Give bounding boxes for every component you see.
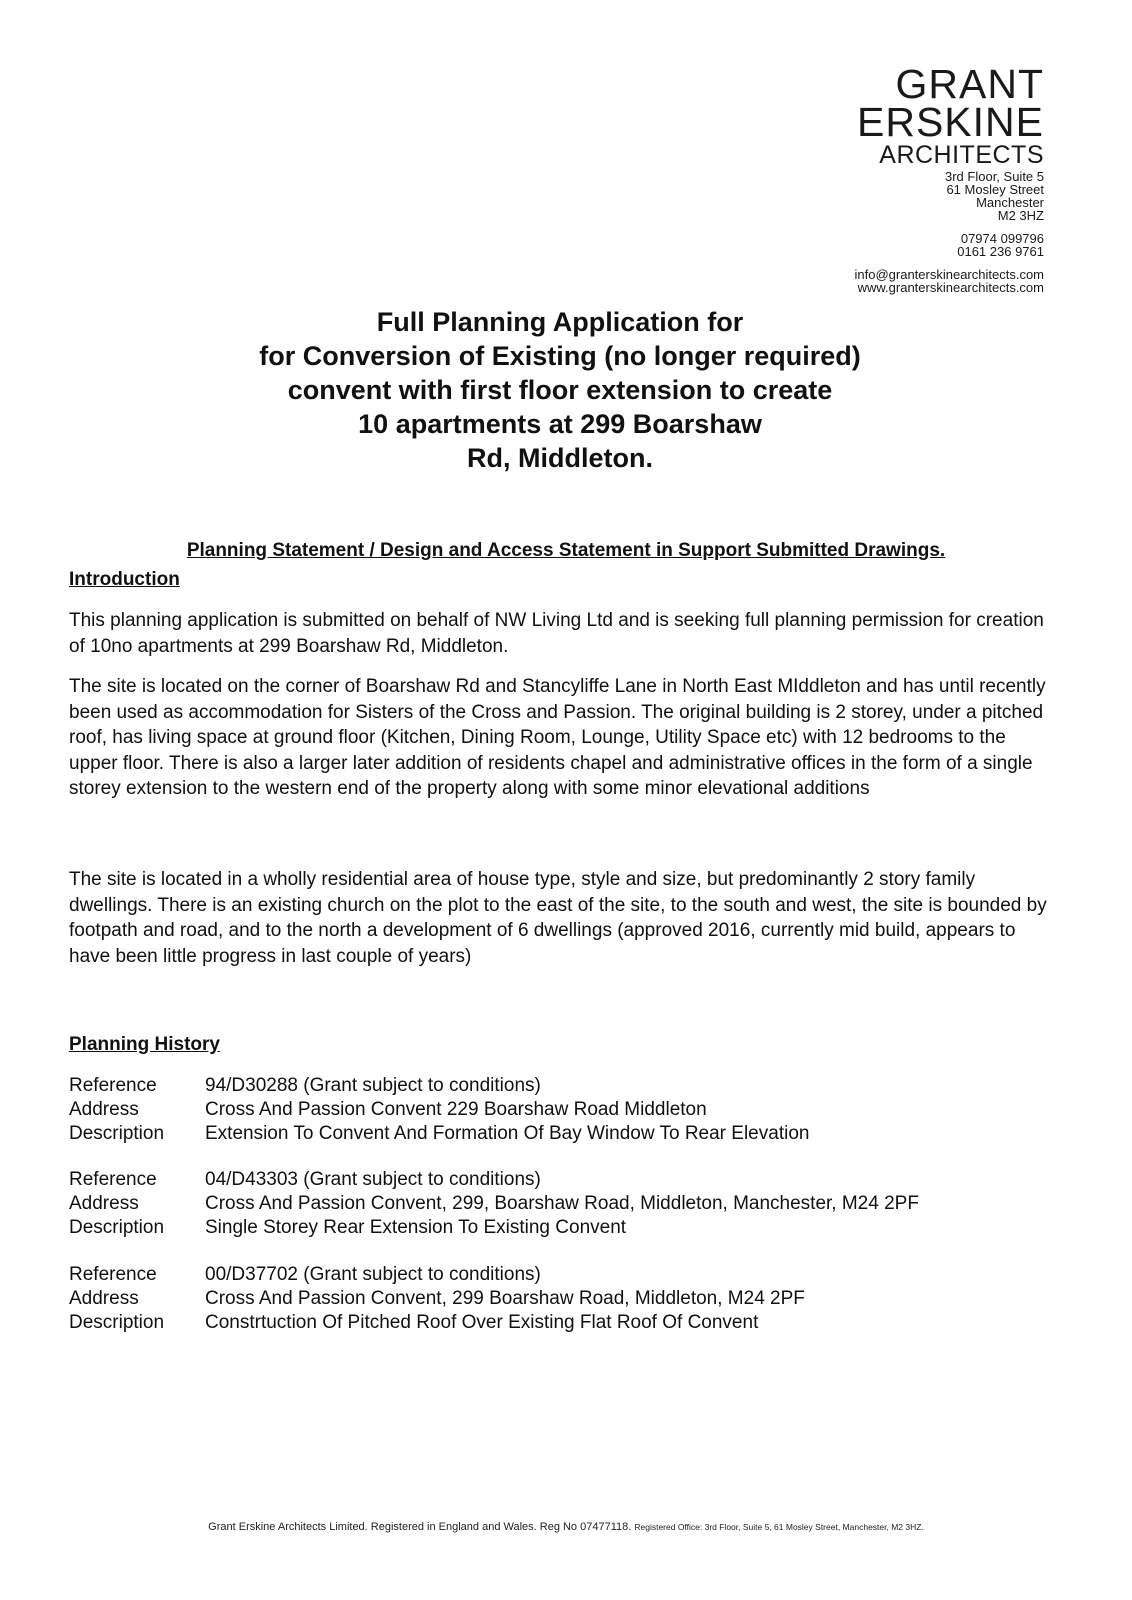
title-line: Full Planning Application for	[376, 307, 744, 337]
history-entry	[69, 1263, 805, 1335]
reference-value: 94/D30288 (Grant subject to conditions)	[205, 1075, 541, 1096]
address-value: Cross And Passion Convent, 299, Boarshaw Road, Middleton, Manchester, M24 2PF	[205, 1193, 919, 1214]
address-value: Cross And Passion Convent, 299 Boarshaw Road, Middleton, M24 2PF	[205, 1288, 805, 1309]
description-label: Description	[69, 1123, 165, 1144]
address-line: 61 Mosley Street	[946, 182, 1044, 197]
history-entry	[69, 1074, 809, 1146]
address-label: Address	[69, 1193, 139, 1214]
website-link[interactable]: www.granterskinearchitects.com	[857, 280, 1044, 295]
history-row	[69, 1311, 805, 1335]
history-row	[69, 1192, 919, 1216]
title-line: for Conversion of Existing (no longer required)	[259, 341, 861, 371]
document-subtitle: Planning Statement / Design and Access Statement in Support Submitted Drawings.	[186, 540, 946, 561]
reference-value: 04/D43303 (Grant subject to conditions)	[205, 1169, 541, 1190]
history-row	[69, 1074, 809, 1098]
address-line: Manchester	[976, 195, 1044, 210]
phone-mobile: 07974 099796	[960, 231, 1044, 246]
reference-label: Reference	[69, 1075, 157, 1096]
description-value: Constrtuction Of Pitched Roof Over Existing Flat Roof Of Convent	[205, 1312, 759, 1333]
description-value: Single Storey Rear Extension To Existing Convent	[205, 1217, 627, 1238]
introduction-heading: Introduction	[69, 569, 180, 590]
email-link[interactable]: info@granterskinearchitects.com	[854, 267, 1044, 282]
description-label: Description	[69, 1312, 165, 1333]
intro-paragraph: This planning application is submitted on behalf of NW Living Ltd and is seeking full planning permission for creation of 10no apartments at 299 Boarshaw Rd, Middleton.	[69, 610, 1044, 657]
history-entry	[69, 1168, 919, 1240]
title-line: Rd, Middleton.	[467, 443, 653, 473]
page-footer	[0, 1521, 1132, 1533]
reference-label: Reference	[69, 1264, 157, 1285]
footer-company-registration: Grant Erskine Architects Limited. Registered in England and Wales. Reg No 07477118.	[208, 1521, 632, 1533]
brand-architects: ARCHITECTS	[879, 141, 1044, 169]
address-label: Address	[69, 1288, 139, 1309]
description-label: Description	[69, 1217, 165, 1238]
context-paragraph: The site is located in a wholly residential area of house type, style and size, but predominantly 2 story family dwellings. There is an existing church on the plot to the east of the site, to the south and west, the site is bounded by footpath and road, and to the north a development of 6 dwellings (approved 2016, currently mid build, appears to have been little progress in last couple of years)	[69, 869, 1047, 967]
reference-value: 00/D37702 (Grant subject to conditions)	[205, 1264, 541, 1285]
letterhead	[854, 61, 1045, 295]
phone-landline: 0161 236 9761	[957, 244, 1044, 259]
history-row	[69, 1263, 805, 1287]
address-line: M2 3HZ	[997, 208, 1044, 223]
site-paragraph: The site is located on the corner of Boarshaw Rd and Stancyliffe Lane in North East MIddleton and has until recently been used as accommodation for Sisters of the Cross and Passion. The original building is 2 storey, under a pitched roof, has living space at ground floor (Kitchen, Dining Room, Lounge, Utility Space etc) with 12 bedrooms to the upper floor. There is also a larger later addition of residents chapel and administrative offices in the form of a single storey extension to the western end of the property along with some minor elevational additions	[69, 676, 1046, 799]
footer-registered-office: Registered Office: 3rd Floor, Suite 5, 61 Mosley Street, Manchester, M2 3HZ.	[634, 1522, 924, 1532]
history-row	[69, 1216, 919, 1240]
phone-numbers	[855, 232, 1045, 258]
document-title	[180, 305, 940, 475]
planning-history-heading: Planning History	[69, 1034, 220, 1055]
brand-erskine: ERSKINE	[857, 99, 1044, 145]
history-row	[69, 1122, 809, 1146]
brand-grant: GRANT	[895, 61, 1044, 107]
address-value: Cross And Passion Convent 229 Boarshaw Road Middleton	[205, 1099, 707, 1120]
title-line: convent with first floor extension to create	[287, 375, 833, 405]
address-label: Address	[69, 1099, 139, 1120]
title-line: 10 apartments at 299 Boarshaw	[358, 409, 762, 439]
web-contacts	[855, 268, 1045, 294]
address-line: 3rd Floor, Suite 5	[945, 169, 1044, 184]
history-row	[69, 1168, 919, 1192]
office-address	[855, 170, 1045, 222]
history-row	[69, 1287, 805, 1311]
description-value: Extension To Convent And Formation Of Bay Window To Rear Elevation	[205, 1123, 810, 1144]
reference-label: Reference	[69, 1169, 157, 1190]
history-row	[69, 1098, 809, 1122]
